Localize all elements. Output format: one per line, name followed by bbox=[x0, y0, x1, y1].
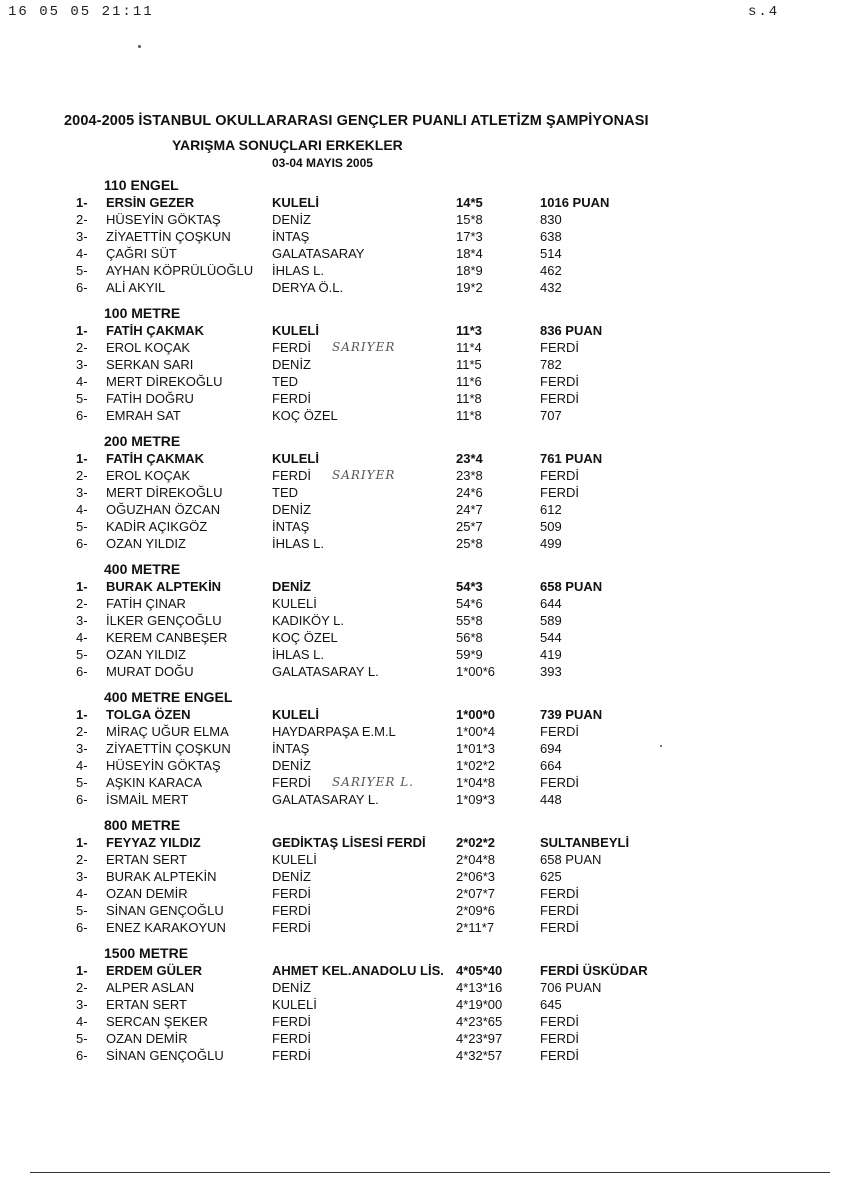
results-list bbox=[0, 176, 844, 1072]
athlete-name: ZİYAETTİN ÇOŞKUN bbox=[106, 741, 231, 756]
result-time: 23*8 bbox=[456, 468, 483, 483]
rank-cell: 6- bbox=[76, 792, 88, 807]
result-row bbox=[0, 279, 844, 296]
club-name: AHMET KEL.ANADOLU LİS. bbox=[272, 963, 444, 978]
handwritten-note: SARIYER L. bbox=[332, 775, 414, 789]
result-time: 4*05*40 bbox=[456, 963, 503, 978]
points-cell: 499 bbox=[540, 536, 562, 551]
rank-cell: 4- bbox=[76, 758, 88, 773]
points-cell: 589 bbox=[540, 613, 562, 628]
club-name: FERDİ bbox=[272, 1048, 311, 1063]
result-time: 11*8 bbox=[456, 391, 482, 406]
rank-cell: 6- bbox=[76, 280, 88, 295]
result-row bbox=[0, 1013, 844, 1030]
athlete-name: EROL KOÇAK bbox=[106, 468, 191, 483]
result-time: 54*3 bbox=[456, 579, 483, 594]
result-time: 2*04*8 bbox=[456, 852, 496, 867]
rank-cell: 6- bbox=[76, 920, 88, 935]
athlete-name: FATİH ÇAKMAK bbox=[106, 323, 204, 338]
club-name: GEDİKTAŞ LİSESİ FERDİ bbox=[272, 835, 426, 850]
document-title: 2004-2005 İSTANBUL OKULLARARASI GENÇLER PUANLI ATLETİZM ŞAMPİYONASI bbox=[64, 113, 649, 129]
athlete-name: SİNAN GENÇOĞLU bbox=[106, 1048, 224, 1063]
result-row bbox=[0, 450, 844, 467]
result-row bbox=[0, 518, 844, 535]
rank-cell: 1- bbox=[76, 195, 88, 210]
result-row bbox=[0, 663, 844, 680]
result-row bbox=[0, 902, 844, 919]
points-cell: 830 bbox=[540, 212, 562, 227]
athlete-name: AŞKIN KARACA bbox=[106, 775, 203, 790]
rank-cell: 1- bbox=[76, 579, 88, 594]
points-cell: 782 bbox=[540, 357, 562, 372]
result-row bbox=[0, 919, 844, 936]
result-row bbox=[0, 262, 844, 279]
points-cell: FERDİ ÜSKÜDAR bbox=[540, 963, 648, 978]
result-time: 11*4 bbox=[456, 340, 482, 355]
result-time: 59*9 bbox=[456, 647, 483, 662]
athlete-name: AYHAN KÖPRÜLÜOĞLU bbox=[106, 263, 254, 278]
result-row bbox=[0, 868, 844, 885]
document-date: 03-04 MAYIS 2005 bbox=[272, 156, 373, 170]
handwritten-note: SARIYER bbox=[332, 340, 396, 354]
club-name: FERDİ bbox=[272, 1014, 311, 1029]
athlete-name: ALİ AKYIL bbox=[106, 280, 166, 295]
result-time: 4*23*97 bbox=[456, 1031, 503, 1046]
rank-cell: 5- bbox=[76, 903, 88, 918]
rank-cell: 4- bbox=[76, 1014, 88, 1029]
points-cell: 509 bbox=[540, 519, 562, 534]
points-cell: 658 PUAN bbox=[540, 852, 602, 867]
result-row bbox=[0, 757, 844, 774]
club-name: FERDİ bbox=[272, 340, 311, 355]
athlete-name: HÜSEYİN GÖKTAŞ bbox=[106, 758, 221, 773]
athlete-name: OZAN YILDIZ bbox=[106, 647, 186, 662]
result-time: 24*7 bbox=[456, 502, 483, 517]
rank-cell: 1- bbox=[76, 451, 88, 466]
result-time: 18*4 bbox=[456, 246, 483, 261]
rank-cell: 2- bbox=[76, 340, 88, 355]
rank-cell: 1- bbox=[76, 707, 88, 722]
rank-cell: 4- bbox=[76, 246, 88, 261]
points-cell: 836 PUAN bbox=[540, 323, 603, 338]
result-time: 4*32*57 bbox=[456, 1048, 503, 1063]
rank-cell: 1- bbox=[76, 323, 88, 338]
points-cell: 612 bbox=[540, 502, 562, 517]
result-time: 19*2 bbox=[456, 280, 483, 295]
club-name: KULELİ bbox=[272, 195, 319, 210]
points-cell: FERDİ bbox=[540, 775, 579, 790]
result-row bbox=[0, 723, 844, 740]
result-row bbox=[0, 1030, 844, 1047]
points-cell: 544 bbox=[540, 630, 562, 645]
rank-cell: 3- bbox=[76, 357, 88, 372]
athlete-name: OZAN DEMİR bbox=[106, 886, 188, 901]
result-time: 1*00*6 bbox=[456, 664, 496, 679]
event-title: 400 METRE bbox=[104, 561, 181, 577]
points-cell: 1016 PUAN bbox=[540, 195, 610, 210]
athlete-name: ENEZ KARAKOYUN bbox=[106, 920, 226, 935]
result-row bbox=[0, 339, 844, 356]
scan-speck bbox=[660, 745, 662, 747]
club-name: DENİZ bbox=[272, 357, 311, 372]
club-name: TED bbox=[272, 374, 298, 389]
club-name: GALATASARAY L. bbox=[272, 664, 379, 679]
result-row bbox=[0, 578, 844, 595]
points-cell: FERDİ bbox=[540, 485, 579, 500]
club-name: DENİZ bbox=[272, 980, 311, 995]
result-row bbox=[0, 629, 844, 646]
club-name: KOÇ ÖZEL bbox=[272, 630, 338, 645]
result-row bbox=[0, 228, 844, 245]
document-subtitle: YARIŞMA SONUÇLARI ERKEKLER bbox=[172, 137, 403, 153]
rank-cell: 4- bbox=[76, 886, 88, 901]
handwritten-note: SARIYER bbox=[332, 468, 396, 482]
result-time: 24*6 bbox=[456, 485, 483, 500]
result-time: 11*3 bbox=[456, 323, 483, 338]
result-time: 1*02*2 bbox=[456, 758, 496, 773]
athlete-name: ERSİN GEZER bbox=[106, 195, 195, 210]
club-name: KULELİ bbox=[272, 596, 317, 611]
club-name: KULELİ bbox=[272, 707, 319, 722]
points-cell: FERDİ bbox=[540, 340, 579, 355]
points-cell: FERDİ bbox=[540, 1014, 579, 1029]
result-row bbox=[0, 407, 844, 424]
result-time: 1*04*8 bbox=[456, 775, 496, 790]
athlete-name: ERDEM GÜLER bbox=[106, 963, 203, 978]
club-name: İNTAŞ bbox=[272, 519, 310, 534]
points-cell: FERDİ bbox=[540, 886, 579, 901]
rank-cell: 4- bbox=[76, 502, 88, 517]
club-name: İHLAS L. bbox=[272, 647, 325, 662]
result-time: 23*4 bbox=[456, 451, 483, 466]
rank-cell: 3- bbox=[76, 613, 88, 628]
athlete-name: FEYYAZ YILDIZ bbox=[106, 835, 201, 850]
athlete-name: SİNAN GENÇOĞLU bbox=[106, 903, 224, 918]
result-row bbox=[0, 356, 844, 373]
result-row bbox=[0, 996, 844, 1013]
points-cell: 694 bbox=[540, 741, 562, 756]
fax-header-timestamp: 16 05 05 21:11 bbox=[8, 4, 154, 20]
rank-cell: 2- bbox=[76, 852, 88, 867]
rank-cell: 5- bbox=[76, 775, 88, 790]
athlete-name: SERKAN SARI bbox=[106, 357, 194, 372]
rank-cell: 2- bbox=[76, 980, 88, 995]
club-name: DERYA Ö.L. bbox=[272, 280, 344, 295]
event-block bbox=[0, 432, 844, 552]
athlete-name: KADİR AÇIKGÖZ bbox=[106, 519, 208, 534]
points-cell: FERDİ bbox=[540, 724, 579, 739]
club-name: DENİZ bbox=[272, 579, 311, 594]
event-title: 110 ENGEL bbox=[104, 177, 179, 193]
result-time: 4*13*16 bbox=[456, 980, 503, 995]
rank-cell: 2- bbox=[76, 212, 88, 227]
athlete-name: FATİH DOĞRU bbox=[106, 391, 194, 406]
athlete-name: BURAK ALPTEKİN bbox=[106, 579, 222, 594]
result-row bbox=[0, 885, 844, 902]
event-title: 400 METRE ENGEL bbox=[104, 689, 233, 705]
club-name: FERDİ bbox=[272, 1031, 311, 1046]
athlete-name: MERT DİREKOĞLU bbox=[106, 485, 223, 500]
result-time: 17*3 bbox=[456, 229, 483, 244]
athlete-name: EROL KOÇAK bbox=[106, 340, 191, 355]
result-row bbox=[0, 851, 844, 868]
points-cell: 658 PUAN bbox=[540, 579, 603, 594]
rank-cell: 4- bbox=[76, 374, 88, 389]
result-time: 2*11*7 bbox=[456, 920, 495, 935]
points-cell: 393 bbox=[540, 664, 562, 679]
points-cell: 706 PUAN bbox=[540, 980, 602, 995]
result-row bbox=[0, 373, 844, 390]
club-name: İNTAŞ bbox=[272, 741, 310, 756]
points-cell: 645 bbox=[540, 997, 562, 1012]
points-cell: 644 bbox=[540, 596, 562, 611]
result-row bbox=[0, 211, 844, 228]
result-row bbox=[0, 774, 844, 791]
result-row bbox=[0, 979, 844, 996]
rank-cell: 1- bbox=[76, 835, 88, 850]
event-block bbox=[0, 560, 844, 680]
athlete-name: OZAN DEMİR bbox=[106, 1031, 188, 1046]
event-block bbox=[0, 944, 844, 1064]
club-name: TED bbox=[272, 485, 298, 500]
fax-header-page: s.4 bbox=[748, 4, 780, 20]
result-time: 2*07*7 bbox=[456, 886, 496, 901]
rank-cell: 2- bbox=[76, 468, 88, 483]
rank-cell: 6- bbox=[76, 536, 88, 551]
result-time: 1*09*3 bbox=[456, 792, 496, 807]
event-title: 100 METRE bbox=[104, 305, 181, 321]
points-cell: 419 bbox=[540, 647, 562, 662]
points-cell: FERDİ bbox=[540, 1048, 579, 1063]
club-name: İNTAŞ bbox=[272, 229, 310, 244]
event-title: 800 METRE bbox=[104, 817, 181, 833]
club-name: İHLAS L. bbox=[272, 536, 325, 551]
points-cell: 462 bbox=[540, 263, 562, 278]
club-name: İHLAS L. bbox=[272, 263, 325, 278]
result-time: 15*8 bbox=[456, 212, 483, 227]
points-cell: SULTANBEYLİ bbox=[540, 835, 630, 850]
result-time: 2*02*2 bbox=[456, 835, 496, 850]
result-time: 4*19*00 bbox=[456, 997, 503, 1012]
result-time: 25*8 bbox=[456, 536, 483, 551]
athlete-name: MURAT DOĞU bbox=[106, 664, 194, 679]
event-block bbox=[0, 304, 844, 424]
athlete-name: ALPER ASLAN bbox=[106, 980, 195, 995]
rank-cell: 5- bbox=[76, 519, 88, 534]
points-cell: 638 bbox=[540, 229, 562, 244]
athlete-name: ERTAN SERT bbox=[106, 997, 187, 1012]
result-row bbox=[0, 390, 844, 407]
scan-speck bbox=[138, 45, 141, 48]
club-name: FERDİ bbox=[272, 391, 311, 406]
result-time: 1*00*4 bbox=[456, 724, 496, 739]
result-row bbox=[0, 612, 844, 629]
points-cell: FERDİ bbox=[540, 903, 579, 918]
rank-cell: 5- bbox=[76, 1031, 88, 1046]
club-name: DENİZ bbox=[272, 758, 311, 773]
athlete-name: İLKER GENÇOĞLU bbox=[106, 613, 222, 628]
rank-cell: 6- bbox=[76, 1048, 88, 1063]
result-row bbox=[0, 245, 844, 262]
club-name: KULELİ bbox=[272, 451, 319, 466]
club-name: FERDİ bbox=[272, 903, 311, 918]
points-cell: 761 PUAN bbox=[540, 451, 603, 466]
athlete-name: ERTAN SERT bbox=[106, 852, 187, 867]
event-title: 1500 METRE bbox=[104, 945, 189, 961]
result-time: 2*06*3 bbox=[456, 869, 496, 884]
page-bottom-rule bbox=[30, 1172, 830, 1173]
points-cell: 739 PUAN bbox=[540, 707, 603, 722]
result-row bbox=[0, 484, 844, 501]
points-cell: FERDİ bbox=[540, 391, 579, 406]
rank-cell: 2- bbox=[76, 724, 88, 739]
rank-cell: 3- bbox=[76, 485, 88, 500]
result-time: 56*8 bbox=[456, 630, 483, 645]
club-name: FERDİ bbox=[272, 468, 311, 483]
athlete-name: OĞUZHAN ÖZCAN bbox=[106, 502, 221, 517]
points-cell: 664 bbox=[540, 758, 562, 773]
athlete-name: TOLGA ÖZEN bbox=[106, 707, 191, 722]
athlete-name: ZİYAETTİN ÇOŞKUN bbox=[106, 229, 231, 244]
result-time: 11*5 bbox=[456, 357, 482, 372]
result-time: 14*5 bbox=[456, 195, 483, 210]
result-row bbox=[0, 535, 844, 552]
result-row bbox=[0, 646, 844, 663]
club-name: FERDİ bbox=[272, 775, 311, 790]
points-cell: 432 bbox=[540, 280, 562, 295]
result-row bbox=[0, 1047, 844, 1064]
athlete-name: SERCAN ŞEKER bbox=[106, 1014, 208, 1029]
event-block bbox=[0, 816, 844, 936]
result-row bbox=[0, 791, 844, 808]
athlete-name: İSMAİL MERT bbox=[106, 792, 189, 807]
club-name: KADIKÖY L. bbox=[272, 613, 345, 628]
points-cell: 448 bbox=[540, 792, 562, 807]
club-name: HAYDARPAŞA E.M.L bbox=[272, 724, 396, 739]
result-time: 2*09*6 bbox=[456, 903, 496, 918]
club-name: GALATASARAY L. bbox=[272, 792, 379, 807]
rank-cell: 1- bbox=[76, 963, 88, 978]
result-time: 25*7 bbox=[456, 519, 483, 534]
event-block bbox=[0, 176, 844, 296]
club-name: KOÇ ÖZEL bbox=[272, 408, 338, 423]
rank-cell: 5- bbox=[76, 647, 88, 662]
club-name: KULELİ bbox=[272, 852, 317, 867]
club-name: GALATASARAY bbox=[272, 246, 365, 261]
rank-cell: 3- bbox=[76, 229, 88, 244]
club-name: DENİZ bbox=[272, 502, 311, 517]
club-name: DENİZ bbox=[272, 869, 311, 884]
event-block bbox=[0, 688, 844, 808]
result-row bbox=[0, 834, 844, 851]
athlete-name: HÜSEYİN GÖKTAŞ bbox=[106, 212, 221, 227]
rank-cell: 6- bbox=[76, 664, 88, 679]
rank-cell: 6- bbox=[76, 408, 88, 423]
result-time: 1*01*3 bbox=[456, 741, 496, 756]
points-cell: 625 bbox=[540, 869, 562, 884]
athlete-name: KEREM CANBEŞER bbox=[106, 630, 228, 645]
points-cell: FERDİ bbox=[540, 374, 579, 389]
result-row bbox=[0, 740, 844, 757]
event-title: 200 METRE bbox=[104, 433, 181, 449]
result-row bbox=[0, 194, 844, 211]
result-time: 18*9 bbox=[456, 263, 483, 278]
athlete-name: EMRAH SAT bbox=[106, 408, 181, 423]
points-cell: 514 bbox=[540, 246, 562, 261]
athlete-name: MİRAÇ UĞUR ELMA bbox=[106, 724, 229, 739]
points-cell: FERDİ bbox=[540, 468, 579, 483]
athlete-name: OZAN YILDIZ bbox=[106, 536, 186, 551]
rank-cell: 5- bbox=[76, 391, 88, 406]
result-row bbox=[0, 501, 844, 518]
result-time: 55*8 bbox=[456, 613, 483, 628]
result-time: 1*00*0 bbox=[456, 707, 496, 722]
club-name: KULELİ bbox=[272, 323, 319, 338]
club-name: FERDİ bbox=[272, 886, 311, 901]
athlete-name: BURAK ALPTEKİN bbox=[106, 869, 217, 884]
club-name: KULELİ bbox=[272, 997, 317, 1012]
points-cell: FERDİ bbox=[540, 1031, 579, 1046]
rank-cell: 3- bbox=[76, 997, 88, 1012]
club-name: FERDİ bbox=[272, 920, 311, 935]
points-cell: FERDİ bbox=[540, 920, 579, 935]
result-time: 11*8 bbox=[456, 408, 482, 423]
rank-cell: 3- bbox=[76, 741, 88, 756]
result-row bbox=[0, 322, 844, 339]
club-name: DENİZ bbox=[272, 212, 311, 227]
result-time: 54*6 bbox=[456, 596, 483, 611]
athlete-name: FATİH ÇAKMAK bbox=[106, 451, 204, 466]
result-row bbox=[0, 962, 844, 979]
result-row bbox=[0, 467, 844, 484]
athlete-name: MERT DİREKOĞLU bbox=[106, 374, 223, 389]
athlete-name: ÇAĞRI SÜT bbox=[106, 246, 177, 261]
rank-cell: 4- bbox=[76, 630, 88, 645]
rank-cell: 5- bbox=[76, 263, 88, 278]
athlete-name: FATİH ÇINAR bbox=[106, 596, 186, 611]
points-cell: 707 bbox=[540, 408, 562, 423]
result-time: 4*23*65 bbox=[456, 1014, 503, 1029]
result-row bbox=[0, 706, 844, 723]
result-time: 11*6 bbox=[456, 374, 482, 389]
rank-cell: 3- bbox=[76, 869, 88, 884]
result-row bbox=[0, 595, 844, 612]
rank-cell: 2- bbox=[76, 596, 88, 611]
